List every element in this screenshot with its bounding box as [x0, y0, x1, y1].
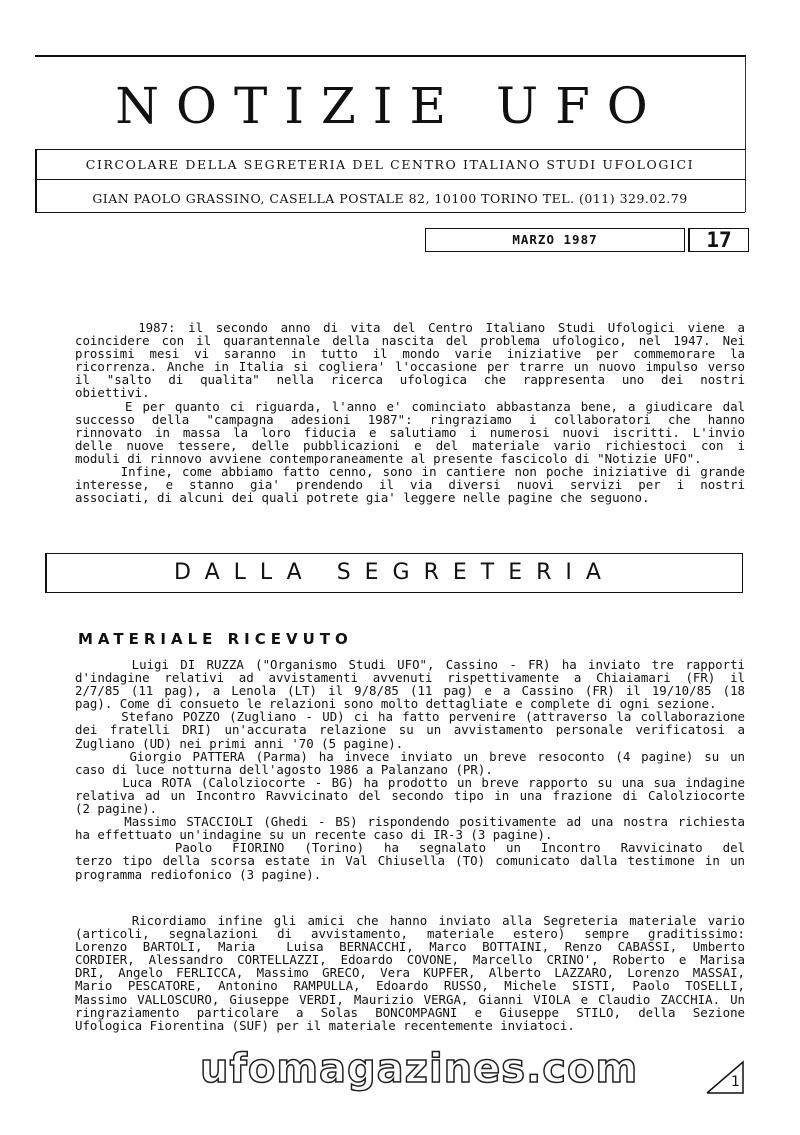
- subheading: MATERIALE RICEVUTO: [78, 630, 353, 648]
- text-line: CORDIER, Alessandro CORTELLAZZI, Edoardo COVONE, Marcello CRINO', Roberto e Marisa: [75, 952, 745, 968]
- text-line: E per quanto ci riguarda, l'anno e' cominciato abbastanza bene, a giudicare dal: [75, 398, 745, 414]
- text-line: ringraziamento particolare a Solas BONCOMPAGNI e Giuseppe STILO, della Sezione: [75, 1004, 745, 1020]
- divider: [35, 179, 745, 180]
- text-line: Ricordiamo infine gli amici che hanno inviato alla Segreteria materiale vario: [75, 913, 745, 928]
- page-number: [705, 1060, 747, 1096]
- text-line: interesse, e stanno gia' prendendo il via diversi nuovi servizi per i nostri: [75, 477, 745, 493]
- text-line: coincidere con il quarantennale della nascita del problema ufologico, nel 1947. Nei: [75, 333, 745, 349]
- text-line: Luigi DI RUZZA ("Organismo Studi UFO", Cassino - FR) ha inviato tre rapporti: [75, 657, 745, 672]
- text-line: delle nuove tessere, delle pubblicazioni e del materiale vario richiestoci con i: [75, 437, 745, 453]
- text-line: Massimo VALLOSCURO, Giuseppe VERDI, Maurizio VERGA, Gianni VIOLA e Claudio ZACCHIA. Un: [75, 991, 745, 1007]
- text-line: Mario PESCATORE, Antonino RAMPULLA, Edoardo RUSSO, Michele SISTI, Paolo TOSELLI,: [75, 978, 745, 994]
- section-title: DALLA SEGRETERIA: [45, 553, 743, 593]
- text-line: Infine, come abbiamo fatto cenno, sono in cantiere non poche iniziative di grande: [75, 464, 745, 480]
- text-line: obiettivi.: [75, 385, 150, 401]
- divider: [35, 149, 745, 150]
- intro-text: [75, 321, 745, 504]
- text-line: (2 pagine).: [75, 801, 158, 817]
- text-line: Giorgio PATTERA (Parma) ha invece inviato un breve resoconto (4 pagine) su un: [75, 748, 745, 764]
- address: GIAN PAOLO GRASSINO, CASELLA POSTALE 82, 10100 TORINO TEL. (011) 329.02.79: [92, 191, 688, 206]
- issue-number: 17: [688, 228, 749, 252]
- text-line: Zugliano (UD) nei primi anni '70 (5 pagine).: [75, 735, 404, 751]
- text-line: Stefano POZZO (Zugliano - UD) ci ha fatto pervenire (attraverso la collaborazione: [75, 709, 745, 725]
- text-line: rinnovato in massa la loro fiducia e salutiamo i numerosi nuovi iscritti. L'invio: [75, 424, 745, 440]
- masthead: [35, 55, 746, 212]
- newsletter-title: NOTIZIE UFO: [115, 77, 665, 135]
- text-line: relativa ad un Incontro Ravvicinato del secondo tipo in una frazione di Calolziocorte: [75, 787, 745, 803]
- text-line: pag). Come di consueto le relazioni sono molto dettagliate e complete di ogni sezione.: [75, 696, 717, 712]
- text-line: il "salto di qualita" nella ricerca ufologica che rappresenta uno dei nostri: [75, 372, 745, 388]
- text-line: Massimo STACCIOLI (Ghedi - BS) rispondendo positivamente ad una nostra richiesta: [75, 814, 745, 830]
- text-line: (articoli, segnalazioni di avvistamento, materiale estero) sempre graditissimo:: [75, 926, 745, 942]
- text-line: terzo tipo della scorsa estate in Val Chiusella (TO) comunicato dalla testimone in un: [75, 853, 745, 869]
- page-number-label: 1: [731, 1074, 740, 1090]
- text-line: Ufologica Fiorentina (SUF) per il materiale recentemente inviatoci.: [75, 1017, 575, 1033]
- subtitle: CIRCOLARE DELLA SEGRETERIA DEL CENTRO ITALIANO STUDI UFOLOGICI: [85, 157, 695, 172]
- text-line: prossimi mesi vi saranno in tutto il mondo varie iniziative per commemorare la: [75, 346, 745, 362]
- text-line: ha effettuato un'indagine su un recente caso di IR-3 (3 pagine).: [75, 827, 553, 843]
- text-line: ricorrenza. Anche in Italia si cogliera' l'occasione per trarre un nuovo impulso verso: [75, 359, 745, 375]
- text-line: d'indagine relativi ad avvistamenti avvenuti rispettivamente a Chiaiamari (FR) il: [75, 670, 745, 686]
- text-line: Luca ROTA (Calolziocorte - BG) ha prodotto un breve rapporto su una sua indagine: [75, 774, 745, 790]
- closing-text: [75, 914, 745, 1032]
- text-line: 1987: il secondo anno di vita del Centro Italiano Studi Ufologici viene a: [75, 320, 745, 335]
- text-line: programma rediofonico (3 pagine).: [75, 866, 322, 882]
- text-line: successo della "campagna adesioni 1987": ringraziamo i collaboratori che hanno: [75, 411, 745, 427]
- text-line: DRI, Angelo FERLICCA, Massimo GRECO, Vera KUPFER, Alberto LAZZARO, Lorenzo MASSAI,: [75, 965, 745, 981]
- text-line: Paolo FIORINO (Torino) ha segnalato un Incontro Ravvicinato del: [75, 840, 745, 856]
- issue-date: MARZO 1987: [425, 228, 685, 252]
- text-line: dei fratelli DRI) un'accurata relazione su un avvistamento personale verificatosi a: [75, 722, 745, 738]
- text-line: Lorenzo BARTOLI, Maria Luisa BERNACCHI, Marco BOTTAINI, Renzo CABASSI, Umberto: [75, 939, 745, 955]
- watermark: ufomagazines.com: [200, 1046, 639, 1092]
- divider: [35, 212, 745, 213]
- text-line: moduli di rinnovo avviene contemporaneamente al presente fascicolo di "Notizie UFO".: [75, 450, 702, 466]
- text-line: associati, di alcuni dei quali potrete gia' leggere nelle pagine che seguono.: [75, 490, 650, 506]
- text-line: caso di luce notturna dell'agosto 1986 a Palanzano (PR).: [75, 761, 493, 777]
- material-text: [75, 658, 745, 881]
- page-number-triangle-icon: [705, 1060, 747, 1096]
- text-line: 2/7/85 (11 pag), a Lenola (LT) il 9/8/85 (11 pag) e a Cassino (FR) il 19/10/85 (18: [75, 683, 745, 699]
